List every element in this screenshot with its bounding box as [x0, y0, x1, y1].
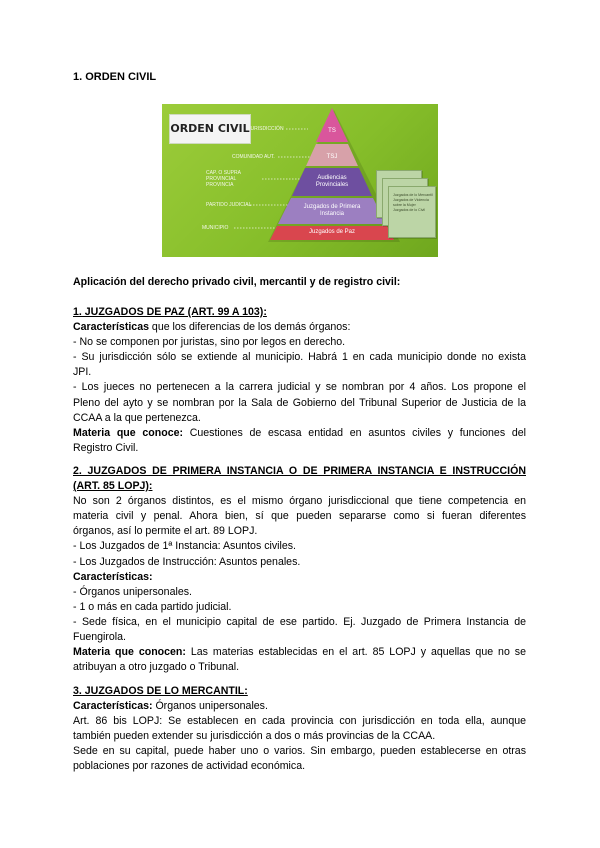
tier-ts: [316, 108, 348, 142]
bullet-line: JPI.: [73, 366, 92, 379]
bullet-line: - Órganos unipersonales.: [73, 585, 192, 598]
bullet-line: - Su jurisdicción sólo se extiende al municipio. Habrá 1 en cada municipio donde no exista: [73, 351, 526, 364]
level-label: PARTIDO JUDICIAL: [206, 202, 252, 208]
paragraph-line: Sede en su capital, puede haber uno o varios. Sin embargo, pueden establecerse en otras: [73, 745, 526, 758]
level-label: CAP. O SUPRA PROVINCIAL PROVINCIA: [206, 170, 241, 188]
paragraph-line: poblaciones por razones de actividad económica.: [73, 760, 306, 773]
level-label: JURISDICCIÓN: [248, 126, 284, 132]
orden-civil-pyramid-figure: [162, 104, 438, 257]
paragraph-line: Materia que conocen: Las materias establecidas en el art. 85 LOPJ y aquellas que no se: [73, 646, 526, 659]
level-label: COMUNIDAD AUT.: [232, 154, 275, 160]
bullet-line: - No se componen por juristas, sino por legos en derecho.: [73, 336, 346, 349]
section-heading: 1. ORDEN CIVIL: [73, 71, 157, 83]
paragraph-line: materia civil y penal. Ahora bien, sí que pueden separarse como si fueran diferentes: [73, 510, 526, 523]
bullet-line: - Los Juzgados de 1ª Instancia: Asuntos civiles.: [73, 540, 296, 553]
tier-label: Juzgados de Primera Instancia: [303, 204, 361, 217]
section-juzgados-mercantil: [73, 684, 526, 775]
paragraph-line: órganos, así lo permite el art. 89 LOPJ.: [73, 525, 258, 538]
paragraph-line: Características: Órganos unipersonales.: [73, 700, 268, 713]
card-text: Juzgados de lo Mercantil Juzgados de Violencia sobre la Mujer Juzgados de lo Civil: [393, 193, 433, 212]
intro-block: [73, 275, 526, 290]
bullet-line: Pleno del ayto y se nombran por la Sala de Gobierno del Tribunal Superior de Justicia de la: [73, 396, 526, 409]
tier-label: TSJ: [326, 154, 338, 160]
section-title: 2. JUZGADOS DE PRIMERA INSTANCIA O DE PRIMERA INSTANCIA E INSTRUCCIÓN: [73, 465, 526, 477]
figure-title: ORDEN CIVIL: [169, 114, 251, 144]
paragraph-line: Art. 86 bis LOPJ: Se establecen en cada provincia con jurisdicción en toda ella, aunque: [73, 715, 526, 728]
paragraph-line: también pueden extender su jurisdicción a dos o más provincias de la CCAA.: [73, 730, 436, 743]
bullet-line: Fuengirola.: [73, 631, 126, 644]
tier-label: Juzgados de Paz: [308, 229, 356, 235]
bullet-line: - Los Juzgados de Instrucción: Asuntos penales.: [73, 555, 301, 568]
intro-text: Aplicación del derecho privado civil, mercantil y de registro civil:: [73, 276, 401, 288]
paragraph-line: atribuyan a otro juzgado o Tribunal.: [73, 661, 240, 674]
tier-label: Audiencias Provinciales: [315, 175, 349, 188]
section-juzgados-de-paz: [73, 305, 526, 456]
section-title: 1. JUZGADOS DE PAZ (ART. 99 A 103):: [73, 306, 267, 318]
juzgados-especializados-cards: [376, 170, 436, 240]
bullet-line: - Los jueces no pertenecen a la carrera judicial y se nombran por 4 años. Los propone el: [73, 381, 526, 394]
section-title: 3. JUZGADOS DE LO MERCANTIL:: [73, 685, 248, 697]
bullet-line: CCAA a la que pertenezca.: [73, 411, 201, 424]
paragraph-line: No son 2 órganos distintos, es el mismo órgano jurisdiccional que tiene competencia en: [73, 495, 526, 508]
level-label: MUNICIPIO: [202, 225, 229, 231]
paragraph-line: Materia que conoce: Cuestiones de escasa entidad en asuntos civiles y funciones del: [73, 426, 526, 439]
section-title: (ART. 85 LOPJ):: [73, 480, 153, 493]
subheading: Características:: [73, 570, 153, 583]
section-juzgados-primera-instancia: [73, 464, 526, 675]
paragraph-line: Características que los diferencias de los demás órganos:: [73, 321, 351, 334]
bullet-line: - Sede física, en el municipio capital de ese partido. Ej. Juzgado de Primera Instancia de: [73, 615, 526, 628]
tier-label: TS: [328, 128, 336, 134]
bullet-line: - 1 o más en cada partido judicial.: [73, 600, 232, 613]
paragraph-line: Registro Civil.: [73, 441, 139, 454]
